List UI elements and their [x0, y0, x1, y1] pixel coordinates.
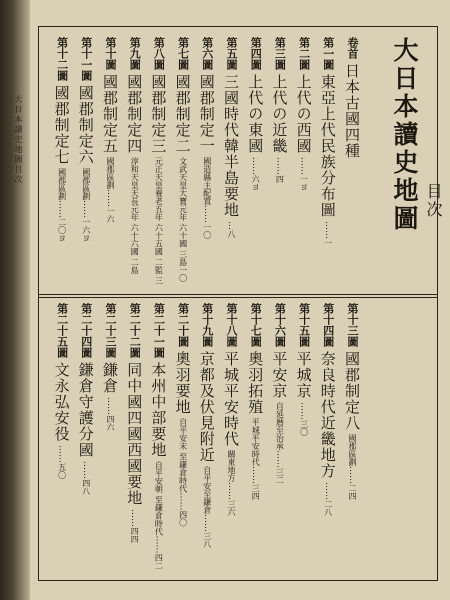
entry-note: 淳和天皇天長元年 六十六國 二島	[130, 157, 140, 275]
entry-label: 國郡制定一	[197, 74, 216, 154]
toc-entry	[194, 37, 218, 287]
entry-note: 自平安末 至鎌倉時代	[178, 418, 188, 493]
entry-number: 第十五圖	[297, 303, 311, 347]
entry-number: 第九圖	[128, 37, 142, 70]
entry-leader-dots: ……	[322, 482, 333, 500]
toc-entry	[242, 37, 266, 287]
entry-note: 元正天皇養老五年 六十五國 二監 三	[154, 157, 164, 285]
entry-label: 三國時代韓半島要地	[222, 74, 240, 218]
entry-page-number: 三四	[251, 484, 261, 500]
entry-note: 自平安至鎌倉	[202, 466, 212, 514]
toc-entry	[218, 37, 242, 287]
entry-page-number: 二四	[348, 484, 357, 500]
toc-entry	[121, 37, 145, 287]
entry-leader-dots: ……	[322, 221, 333, 239]
entry-label: 奧羽要地	[173, 351, 192, 415]
entry-number: 第十二圖	[55, 37, 69, 81]
entry-leader-dots: ……	[80, 200, 91, 218]
entry-label: 同中國四國西國要地	[125, 362, 144, 506]
entry-leader-dots: ……	[201, 514, 212, 532]
entry-label: 國郡制定八	[343, 351, 361, 431]
entry-page-number: 一六	[106, 207, 115, 223]
entry-page-number: 一	[323, 239, 333, 247]
entry-leader-dots: ……	[347, 466, 357, 484]
toc-entry	[339, 303, 363, 573]
entry-label: 平安京	[270, 351, 289, 399]
toc-entry	[73, 303, 97, 573]
toc-entry	[315, 37, 339, 287]
entry-number: 卷首	[346, 37, 359, 59]
toc-entry	[242, 303, 266, 573]
entry-leader-dots: ……	[201, 205, 212, 223]
entry-number: 第十四圖	[321, 303, 335, 347]
entry-page-number: 一六ヨ	[81, 218, 91, 242]
entry-leader-dots: ……	[105, 397, 115, 415]
toc-entry	[49, 303, 73, 573]
book-gutter	[0, 0, 30, 600]
entry-label: 國郡制定五	[101, 74, 119, 154]
entry-note: 國郡區劃	[57, 168, 67, 200]
entry-leader-dots: ……	[129, 509, 140, 527]
toc-entry	[170, 37, 194, 287]
entry-page-number: 二八	[323, 500, 333, 516]
entry-number: 第十六圖	[273, 303, 287, 347]
entry-note: 國郡區劃	[106, 157, 115, 189]
toc-entry	[145, 303, 169, 573]
entry-note: 自平安朝 至鎌倉時代	[154, 461, 164, 536]
toc-entry	[291, 37, 315, 287]
entry-leader-dots: ……	[56, 445, 67, 463]
entry-label: 鎌倉	[101, 362, 119, 394]
entry-page-number: 二〇ヨ	[57, 218, 67, 242]
entry-note: 平城平安時代	[251, 418, 261, 466]
entry-number: 第五圖	[225, 37, 238, 70]
toc-entry	[194, 303, 218, 573]
entry-leader-dots: ……	[274, 157, 285, 175]
entry-leader-dots: ……	[56, 200, 67, 218]
entry-label: 本州中部要地	[149, 362, 168, 458]
entry-label: 奧羽拓殖	[246, 351, 265, 415]
entry-label: 日本古國四種	[343, 63, 361, 159]
entry-leader-dots: ……	[250, 157, 261, 175]
entry-number: 第三圖	[273, 37, 287, 70]
entry-page-number: 三八	[202, 532, 212, 548]
toc-entry	[266, 303, 290, 573]
entry-page-number: 三二	[275, 468, 285, 484]
toc-entry	[170, 303, 194, 573]
entry-note: 關東地方	[227, 450, 236, 482]
entry-label: 平城京	[294, 351, 313, 399]
entry-number: 第一圖	[321, 37, 335, 70]
entry-page-number: 三〇	[299, 420, 309, 436]
toc-entry	[218, 303, 242, 573]
entry-label: 上代の西國	[294, 74, 313, 154]
toc-entry	[97, 37, 121, 287]
toc-entry	[291, 303, 315, 573]
entry-label: 奈良時代近畿地方	[318, 351, 337, 479]
entry-label: 國郡制定七	[52, 85, 71, 165]
entry-note: 國造縣主配置	[202, 157, 212, 205]
entry-leader-dots: ……	[274, 450, 285, 468]
entry-page-number: 四四	[130, 527, 140, 543]
entry-label: 國郡制定六	[76, 85, 95, 165]
entry-page-number: 一〇	[178, 266, 188, 283]
toc-entry	[266, 37, 290, 287]
entry-leader-dots: …	[226, 221, 236, 230]
entry-note: 自延暦至治承	[275, 402, 285, 450]
entry-leader-dots: ……	[153, 535, 164, 554]
entry-leader-dots: ……	[298, 402, 309, 420]
section-divider	[39, 294, 437, 298]
entry-number: 第二圖	[297, 37, 311, 70]
toc-entry	[339, 37, 363, 287]
entry-page-number: 三六	[227, 500, 236, 516]
entry-page-number: 四六	[106, 415, 115, 431]
entry-leader-dots: ……	[105, 189, 115, 207]
entry-page-number: 四	[275, 175, 285, 183]
entry-number: 第二十圖	[176, 303, 190, 347]
toc-entry	[121, 303, 145, 573]
entry-number: 第十九圖	[200, 303, 214, 347]
entry-number: 第十三圖	[346, 303, 359, 347]
entry-page-number: 一ヨ	[299, 175, 309, 191]
toc-entry	[315, 303, 339, 573]
page-title: 大日本讀史地圖	[390, 37, 419, 233]
entry-number: 第八圖	[152, 37, 166, 70]
entry-page-number: 五〇	[57, 463, 67, 479]
toc-entry	[145, 37, 169, 287]
toc-entry	[73, 37, 97, 287]
entry-label: 上代の東國	[246, 74, 265, 154]
entry-number: 第十一圖	[79, 37, 93, 81]
entry-label: 京都及伏見附近	[197, 351, 216, 463]
entry-number: 第七圖	[176, 37, 190, 70]
entry-page-number: 四八	[81, 479, 91, 495]
toc-frame	[38, 26, 443, 581]
page-subtitle: 目次	[424, 183, 443, 219]
entry-note: 國郡區劃	[81, 168, 91, 200]
entry-page-number: 八	[227, 230, 236, 238]
entry-number: 第二十二圖	[128, 303, 142, 358]
entry-leader-dots: ……	[250, 466, 261, 484]
entry-label: 國郡制定三	[149, 74, 168, 154]
entry-page-number: 六ヨ	[251, 175, 261, 191]
entry-leader-dots: ……	[177, 492, 188, 511]
entry-note: 文武天皇大寶元年 六十國 三島	[178, 157, 188, 267]
entry-page-number: 一〇	[202, 223, 212, 239]
entry-label: 國郡制定四	[125, 74, 144, 154]
entry-number: 第十七圖	[249, 303, 263, 347]
running-head: 大日本讀史地圖目次	[14, 95, 23, 185]
entry-number: 第十圖	[104, 37, 117, 70]
entry-leader-dots: ……	[80, 461, 91, 479]
entry-label: 國郡制定二	[173, 74, 192, 154]
entry-leader-dots: ……	[298, 157, 309, 175]
entry-label: 鎌倉守護分國	[76, 362, 95, 458]
entry-number: 第六圖	[200, 37, 214, 70]
entry-label: 東亞上代民族分布圖	[318, 74, 337, 218]
entry-page-number: 四〇	[178, 510, 188, 527]
entry-number: 第二十五圖	[55, 303, 69, 358]
entry-number: 第二十四圖	[79, 303, 93, 358]
entry-leader-dots: ……	[226, 482, 236, 500]
entry-label: 平城平安時代	[222, 351, 240, 447]
entry-label: 文永弘安役	[52, 362, 71, 442]
entry-note: 國郡區劃	[348, 434, 357, 466]
entry-number: 第二十三圖	[104, 303, 117, 358]
entry-page-number: 四二	[154, 553, 164, 570]
entry-number: 第十八圖	[225, 303, 238, 347]
toc-entry	[49, 37, 73, 287]
entry-label: 上代の近畿	[270, 74, 289, 154]
toc-entry	[97, 303, 121, 573]
entry-number: 第二十一圖	[152, 303, 166, 358]
entry-number: 第四圖	[249, 37, 263, 70]
